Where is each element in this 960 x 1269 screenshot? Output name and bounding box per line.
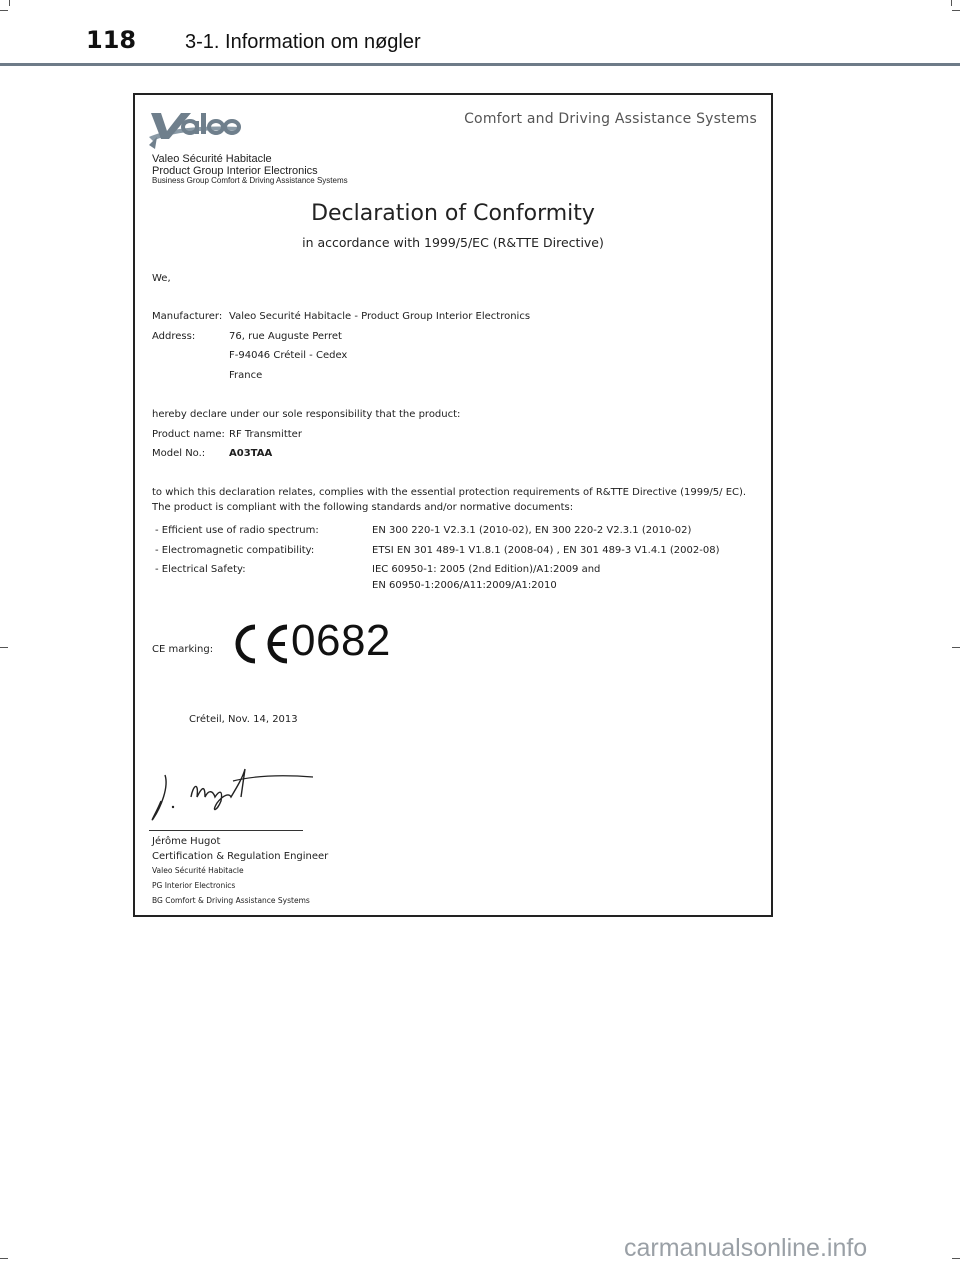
crop-mark [0, 647, 8, 648]
model-value: A03TAA [229, 448, 273, 459]
product-name-label: Product name: [152, 429, 225, 440]
signatory-org: BG Comfort & Driving Assistance Systems [152, 896, 310, 905]
standard-label: - Electromagnetic compatibility: [155, 545, 315, 556]
signatory-org: PG Interior Electronics [152, 881, 236, 890]
signatory-title: Certification & Regulation Engineer [152, 851, 329, 862]
standard-value: IEC 60950-1: 2005 (2nd Edition)/A1:2009 and [372, 564, 601, 575]
address-label: Address: [152, 331, 196, 342]
document-title: Declaration of Conformity [311, 201, 595, 226]
crop-mark [952, 647, 960, 648]
signature-icon [147, 767, 317, 829]
standard-value: ETSI EN 301 489-1 V1.8.1 (2008-04) , EN 301 489-3 V1.4.1 (2002-08) [372, 545, 720, 556]
signature-line [149, 830, 303, 831]
ce-marking-label: CE marking: [152, 644, 214, 655]
address-line: F-94046 Créteil - Cedex [229, 350, 348, 361]
crop-mark [0, 1258, 8, 1259]
manufacturer-label: Manufacturer: [152, 311, 223, 322]
header-rule [0, 63, 960, 66]
watermark: carmanualsonline.info [624, 1234, 868, 1262]
document-subtitle: in accordance with 1999/5/EC (R&TTE Directive) [302, 235, 604, 250]
signatory-name: Jérôme Hugot [152, 836, 221, 847]
org-line: Valeo Sécurité Habitacle [152, 153, 272, 165]
model-label: Model No.: [152, 448, 206, 459]
crop-mark [952, 1258, 960, 1259]
compliance-text: The product is compliant with the following standards and/or normative documents: [152, 502, 574, 513]
declaration-certificate [133, 93, 773, 917]
greeting: We, [152, 273, 171, 284]
signatory-org: Valeo Sécurité Habitacle [152, 866, 244, 875]
notified-body-number: 0682 [291, 616, 391, 665]
company-tagline: Comfort and Driving Assistance Systems [464, 111, 757, 127]
address-line: 76, rue Auguste Perret [229, 331, 342, 342]
org-line: Product Group Interior Electronics [152, 165, 318, 178]
section-title: 3-1. Information om nøgler [185, 31, 421, 53]
page-number: 118 [86, 26, 137, 54]
declaration-text: hereby declare under our sole responsibility that the product: [152, 409, 461, 420]
product-name-value: RF Transmitter [229, 429, 302, 440]
page-header [0, 0, 960, 66]
ce-mark-icon [227, 621, 293, 667]
manufacturer-value: Valeo Securité Habitacle - Product Group Interior Electronics [229, 311, 531, 322]
standard-value: EN 60950-1:2006/A11:2009/A1:2010 [372, 580, 557, 591]
place-date: Créteil, Nov. 14, 2013 [189, 714, 298, 725]
org-block [152, 153, 348, 186]
standard-label: - Efficient use of radio spectrum: [155, 525, 319, 536]
compliance-text: to which this declaration relates, complies with the essential protection requirements of R&TTE Directive (1999/5/ EC). [152, 487, 747, 498]
org-line: Business Group Comfort & Driving Assistance Systems [152, 176, 348, 186]
standard-value: EN 300 220-1 V2.3.1 (2010-02), EN 300 220-2 V2.3.1 (2010-02) [372, 525, 692, 536]
address-line: France [229, 370, 263, 381]
standard-label: - Electrical Safety: [155, 564, 246, 575]
valeo-logo-icon [147, 107, 243, 151]
